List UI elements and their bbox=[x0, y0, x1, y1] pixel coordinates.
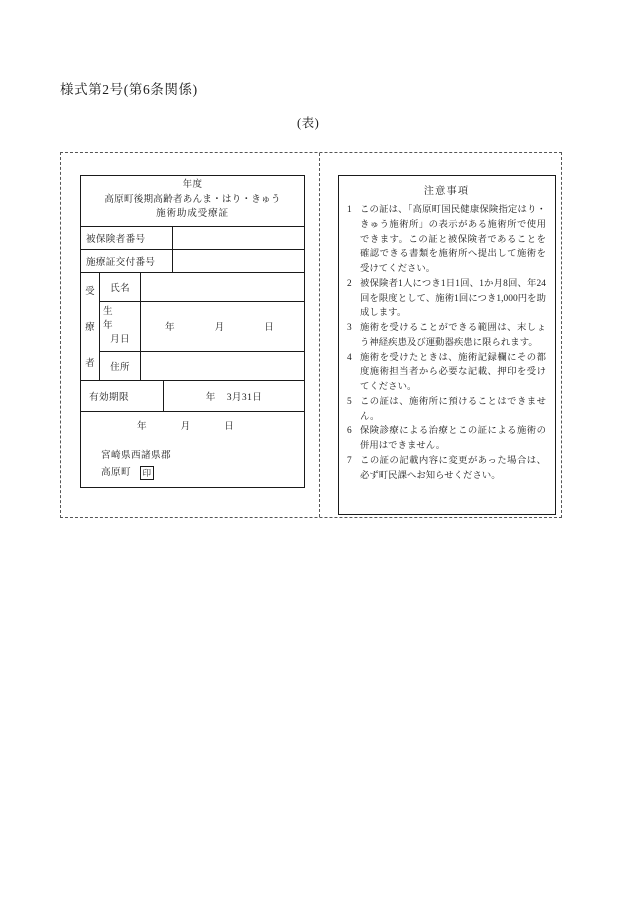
note-item bbox=[347, 351, 546, 395]
certificate-title-sub: 施術助成受療証 bbox=[156, 208, 229, 220]
table-row-expiry bbox=[81, 381, 304, 412]
cut-line-divider bbox=[319, 153, 320, 517]
table-row-address bbox=[100, 352, 304, 380]
birthdate-ymd-marks bbox=[147, 319, 298, 333]
field-certificate-number[interactable] bbox=[173, 250, 304, 272]
front-side-label: (表) bbox=[297, 116, 320, 130]
certificate-card bbox=[80, 175, 305, 488]
field-insured-number[interactable] bbox=[173, 227, 304, 249]
receiver-vertical-label bbox=[81, 273, 100, 380]
birthdate-day-mark: 日 bbox=[264, 322, 274, 334]
note-number: 6 bbox=[347, 426, 352, 437]
certificate-fiscal-year: 年度 bbox=[182, 180, 203, 190]
note-text: この証は、施術所に預けることはできません。 bbox=[360, 396, 546, 422]
form-number-heading: 様式第2号(第6条関係) bbox=[60, 82, 198, 97]
field-expiry[interactable] bbox=[164, 381, 304, 411]
label-birthdate-line2: 月日 bbox=[110, 334, 130, 346]
issuer-district: 宮崎県西諸県郡 bbox=[101, 449, 171, 461]
official-seal-box: 印 bbox=[140, 466, 154, 480]
note-number: 1 bbox=[347, 205, 352, 215]
table-row-insured-number bbox=[81, 227, 304, 250]
birthdate-year-mark: 年 bbox=[165, 322, 175, 334]
certificate-title-main: 高原町後期高齢者あんま・はり・きゅう bbox=[104, 193, 281, 205]
note-text: この証の記載内容に変更があった場合は、必ず町民課へお知らせください。 bbox=[360, 455, 546, 481]
table-row-name bbox=[100, 273, 304, 302]
issue-year-mark: 年 bbox=[137, 420, 147, 432]
note-item bbox=[347, 424, 546, 454]
note-text: この証は、「高原町国民健康保険指定はり・きゅう施術所」の表示がある施術所で使用できます。この証と被保険者であることを確認できる書類を施術所へ提出して施術を受けてください。 bbox=[360, 205, 546, 274]
receiver-char-1: 受 bbox=[85, 287, 95, 298]
field-birthdate[interactable] bbox=[141, 302, 304, 351]
label-birthdate-line1: 生 年 bbox=[103, 305, 130, 331]
note-number: 7 bbox=[347, 455, 352, 466]
note-text: 施術を受けたときは、施術記録欄にその都度施術担当者から必要な記載、押印を受けてください。 bbox=[360, 352, 546, 392]
birthdate-month-mark: 月 bbox=[214, 322, 225, 334]
notes-card bbox=[338, 175, 556, 515]
table-row-birthdate bbox=[100, 302, 304, 352]
note-number: 5 bbox=[347, 396, 352, 407]
note-number: 4 bbox=[347, 352, 352, 363]
note-item bbox=[347, 203, 546, 277]
note-text: 施術を受けることができる範囲は、末しょう神経疾患及び運動器疾患に限られます。 bbox=[360, 323, 546, 348]
issuer-block bbox=[81, 438, 304, 482]
expiry-date-text: 3月31日 bbox=[226, 391, 263, 403]
table-row-certificate-number bbox=[81, 250, 304, 273]
note-text: 被保険者1人につき1日1回、1か月8回、年24回を限度として、施術1回につき1,000円を助成します。 bbox=[360, 278, 546, 319]
expiry-year-mark: 年 bbox=[205, 391, 216, 403]
issue-day-mark: 日 bbox=[224, 420, 234, 432]
note-item bbox=[347, 321, 546, 351]
field-address[interactable] bbox=[141, 352, 304, 380]
issue-date-row[interactable] bbox=[81, 412, 304, 438]
note-text: 保険診療による治療とこの証による施術の併用はできません。 bbox=[360, 426, 546, 451]
cut-line-frame bbox=[60, 152, 562, 518]
note-number: 3 bbox=[347, 323, 352, 333]
receiver-rows bbox=[100, 273, 304, 380]
label-expiry: 有効期限 bbox=[81, 381, 164, 411]
issue-month-mark: 月 bbox=[180, 420, 191, 432]
notes-title: 注意事項 bbox=[423, 186, 470, 197]
certificate-title-block bbox=[81, 176, 304, 227]
label-birthdate bbox=[100, 302, 141, 351]
receiver-section bbox=[81, 273, 304, 381]
note-item bbox=[347, 454, 546, 484]
receiver-char-3: 者 bbox=[85, 358, 95, 369]
note-item bbox=[347, 395, 546, 425]
label-certificate-number: 施療証交付番号 bbox=[81, 250, 173, 272]
receiver-char-2: 療 bbox=[85, 323, 95, 334]
label-insured-number: 被保険者番号 bbox=[81, 227, 173, 249]
label-address: 住所 bbox=[100, 352, 141, 380]
note-item bbox=[347, 277, 546, 321]
issuer-town-line bbox=[101, 465, 304, 482]
issuer-town: 高原町 bbox=[101, 466, 131, 478]
field-name[interactable] bbox=[141, 273, 304, 301]
note-number: 2 bbox=[347, 278, 352, 289]
label-name: 氏名 bbox=[100, 273, 141, 301]
